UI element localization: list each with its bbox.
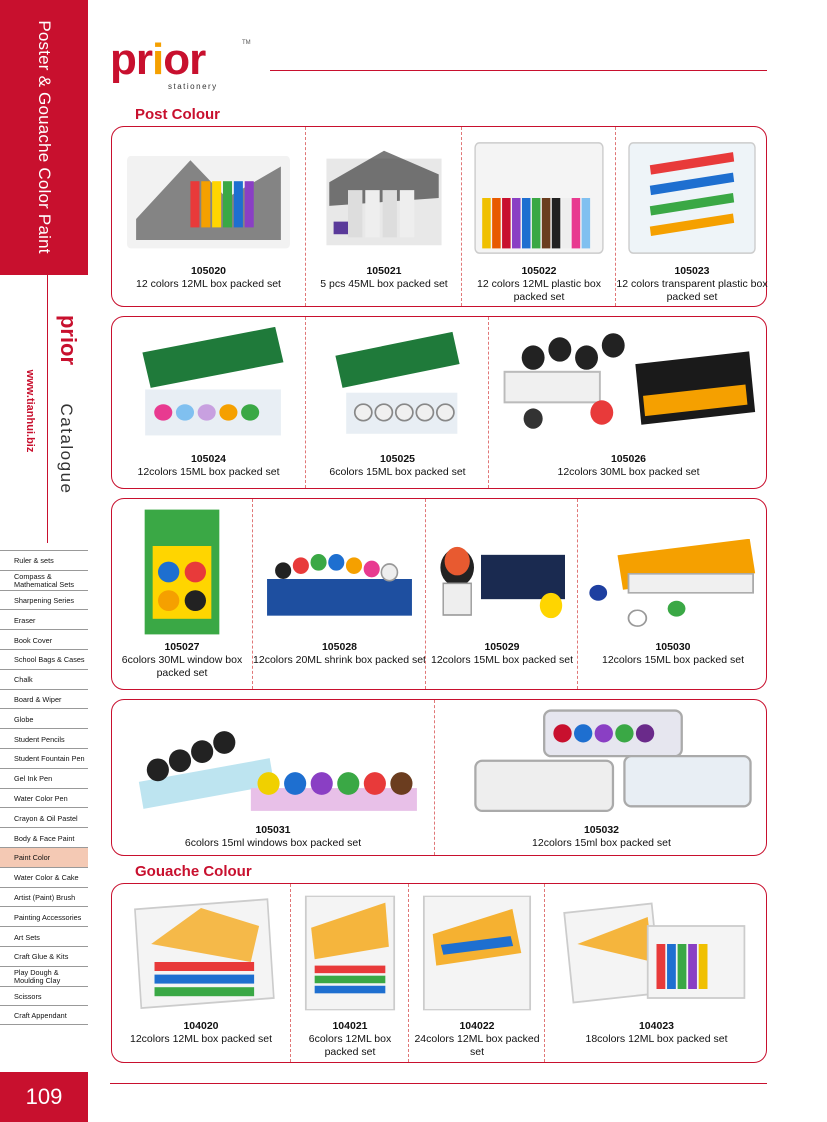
product-image	[142, 507, 222, 637]
product-panel-4	[111, 699, 767, 856]
product-image	[312, 135, 456, 261]
nav-item-art-sets[interactable]: Art Sets	[0, 926, 88, 946]
product-card[interactable]	[615, 127, 768, 306]
sidebar-divider	[47, 275, 48, 543]
page-number: 109	[0, 1072, 88, 1122]
product-description: 12colors 15ML box packed set	[601, 654, 745, 666]
product-image	[118, 135, 299, 261]
product-code: 105031	[255, 824, 291, 836]
nav-item-fountain-pen[interactable]: Student Fountain Pen	[0, 748, 88, 768]
product-image	[415, 890, 539, 1016]
product-description: 12colors 15ml box packed set	[532, 837, 671, 849]
nav-item-water-color-cake[interactable]: Water Color & Cake	[0, 867, 88, 887]
product-code: 104021	[332, 1020, 368, 1032]
category-nav	[0, 550, 88, 1025]
product-description: 5 pcs 45ML box packed set	[320, 278, 448, 290]
nav-item-crayon[interactable]: Crayon & Oil Pastel	[0, 807, 88, 827]
product-code: 105026	[610, 453, 647, 465]
nav-item-globe[interactable]: Globe	[0, 708, 88, 728]
product-description: 6colors 12ML box packed set	[308, 1033, 392, 1058]
product-code: 105030	[655, 641, 691, 653]
nav-item-compass[interactable]: Compass & Mathematical Sets	[0, 570, 88, 590]
product-panel-3	[111, 498, 767, 690]
product-card[interactable]	[425, 499, 578, 689]
nav-item-eraser[interactable]: Eraser	[0, 609, 88, 629]
product-code: 104020	[183, 1020, 219, 1032]
product-card[interactable]	[461, 127, 616, 306]
website-url[interactable]: www.tianhui.biz	[24, 369, 36, 453]
product-image	[584, 539, 762, 634]
product-code: 105022	[521, 265, 557, 277]
sidebar-banner	[0, 0, 88, 275]
nav-item-paint-color[interactable]: Paint Color	[0, 847, 88, 867]
product-card[interactable]	[112, 884, 290, 1062]
product-code: 105024	[190, 453, 227, 465]
nav-item-pencils[interactable]: Student Pencils	[0, 728, 88, 748]
product-card[interactable]	[408, 884, 545, 1062]
product-code: 105023	[674, 265, 710, 277]
brand-logo: prior TM stationery	[110, 35, 251, 91]
product-description: 12 colors 12ML plastic box packed set	[477, 278, 601, 303]
nav-item-water-color-pen[interactable]: Water Color Pen	[0, 788, 88, 808]
product-description: 6colors 15ML box packed set	[329, 466, 466, 478]
header-rule	[270, 70, 767, 71]
nav-item-gel-pen[interactable]: Gel Ink Pen	[0, 768, 88, 788]
product-image	[441, 706, 762, 820]
product-card[interactable]	[112, 127, 305, 306]
product-description: 24colors 12ML box packed set	[414, 1033, 540, 1058]
catalogue-label: Catalogue	[57, 403, 76, 495]
product-card[interactable]	[488, 317, 768, 488]
product-description: 12colors 30ML box packed set	[557, 466, 700, 478]
product-image	[297, 890, 403, 1016]
product-code: 104023	[638, 1020, 675, 1032]
product-image	[551, 890, 762, 1016]
product-panel-5	[111, 883, 767, 1063]
nav-item-play-dough[interactable]: Play Dough & Moulding Clay	[0, 966, 88, 986]
product-card[interactable]	[577, 499, 768, 689]
product-panel-2	[111, 316, 767, 489]
product-image	[118, 706, 428, 820]
product-code: 105021	[366, 265, 402, 277]
product-code: 105025	[379, 453, 416, 465]
footer-rule	[110, 1083, 767, 1084]
nav-item-painting-accessories[interactable]: Painting Accessories	[0, 906, 88, 926]
product-code: 105027	[164, 641, 200, 653]
product-description: 12colors 12ML box packed set	[129, 1033, 273, 1045]
section-vertical-title: Poster & Gouache Color Paint	[35, 20, 54, 254]
nav-item-body-paint[interactable]: Body & Face Paint	[0, 827, 88, 847]
product-description: 12colors 15ML box packed set	[430, 654, 574, 666]
product-card[interactable]	[305, 317, 489, 488]
product-description: 12colors 20ML shrink box packed set	[253, 654, 426, 666]
product-image	[432, 539, 572, 634]
product-code: 104022	[459, 1020, 495, 1032]
product-image	[622, 135, 762, 261]
product-description: 6colors 30ML window box packed set	[121, 654, 243, 679]
product-code: 105029	[484, 641, 520, 653]
product-card[interactable]	[544, 884, 768, 1062]
product-card[interactable]	[112, 700, 434, 855]
product-description: 18colors 12ML box packed set	[585, 1033, 728, 1045]
nav-item-brush[interactable]: Artist (Paint) Brush	[0, 887, 88, 907]
nav-item-scissors[interactable]: Scissors	[0, 986, 88, 1006]
product-image	[312, 327, 483, 442]
product-card[interactable]	[434, 700, 768, 855]
product-card[interactable]	[112, 317, 305, 488]
nav-item-craft-glue[interactable]: Craft Glue & Kits	[0, 946, 88, 966]
product-code: 105032	[583, 824, 620, 836]
nav-item-board[interactable]: Board & Wiper	[0, 689, 88, 709]
nav-item-sharpening[interactable]: Sharpening Series	[0, 590, 88, 610]
product-image	[259, 529, 420, 629]
nav-item-ruler[interactable]: Ruler & sets	[0, 550, 88, 570]
product-description: 12colors 15ML box packed set	[137, 466, 280, 478]
product-panel-1	[111, 126, 767, 307]
product-card[interactable]	[290, 884, 409, 1062]
product-description: 6colors 15ml windows box packed set	[184, 837, 362, 849]
product-card[interactable]	[252, 499, 426, 689]
nav-item-chalk[interactable]: Chalk	[0, 669, 88, 689]
section-title-gouache-colour: Gouache Colour	[135, 863, 252, 880]
section-title-post-colour: Post Colour	[135, 106, 220, 123]
nav-item-school-bags[interactable]: School Bags & Cases	[0, 649, 88, 669]
logo-tagline: stationery	[168, 82, 218, 91]
sidebar-brand-logo: prior	[56, 314, 81, 366]
product-image	[495, 321, 762, 443]
product-code: 105028	[321, 641, 358, 653]
product-image	[118, 890, 284, 1016]
nav-item-book-cover[interactable]: Book Cover	[0, 629, 88, 649]
product-description: 12 colors transparent plastic box packed set	[616, 278, 768, 303]
product-card[interactable]	[305, 127, 462, 306]
product-description: 12 colors 12ML box packed set	[136, 278, 281, 290]
product-card[interactable]	[112, 499, 252, 689]
product-image	[468, 135, 610, 261]
nav-item-craft-appendant[interactable]: Craft Appendant	[0, 1005, 88, 1025]
product-code: 105020	[190, 265, 227, 277]
product-image	[118, 327, 299, 442]
